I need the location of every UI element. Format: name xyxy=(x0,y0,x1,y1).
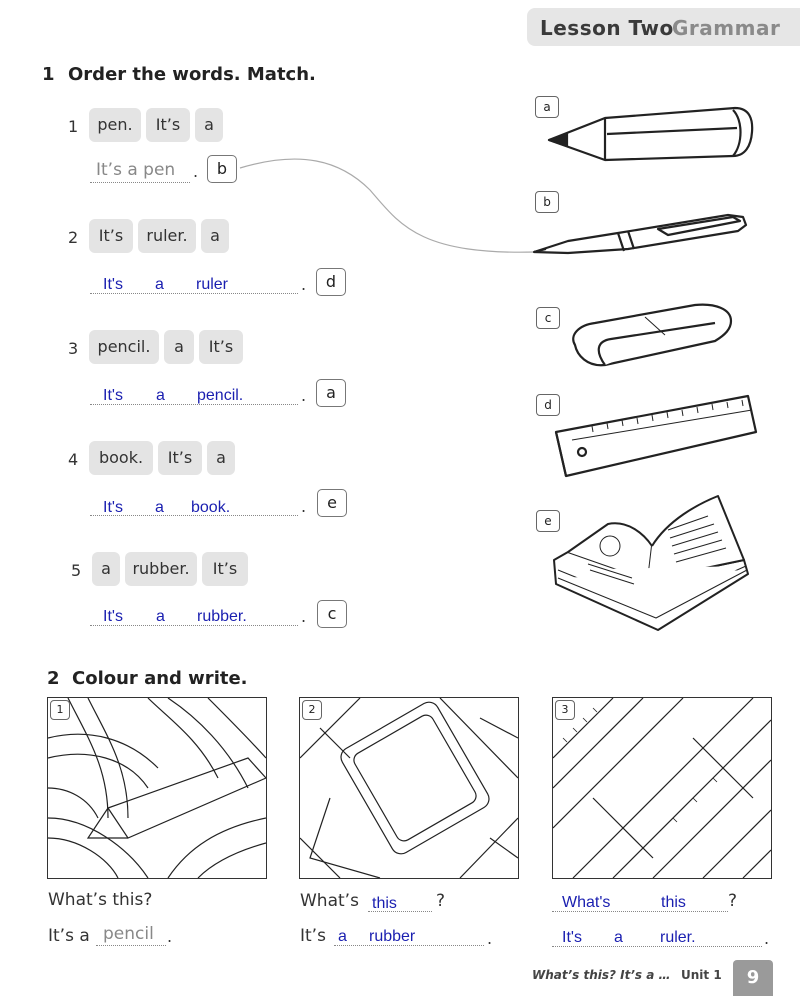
panel-3-question-fill: What's xyxy=(562,894,611,911)
footer-unit: Unit 1 xyxy=(681,968,722,982)
colouring-panel-3[interactable] xyxy=(552,697,772,879)
picture-d-label: d xyxy=(536,394,560,416)
answer-3-word: a xyxy=(156,387,165,404)
answer-3-word: It's xyxy=(103,387,123,404)
panel-2-question-prefix: What’s xyxy=(300,891,359,911)
item-5-number: 5 xyxy=(71,561,82,580)
answer-dot: . xyxy=(301,275,307,294)
answer-dot: . xyxy=(764,929,770,948)
answer-2-letter-box[interactable]: d xyxy=(316,268,346,296)
answer-dot: . xyxy=(301,386,307,405)
answer-line xyxy=(96,945,166,946)
answer-4-letter-box[interactable]: e xyxy=(317,489,347,517)
word-tile[interactable]: It’s xyxy=(146,108,190,142)
word-tile[interactable]: book. xyxy=(89,441,153,475)
colouring-panel-2[interactable] xyxy=(299,697,519,879)
answer-line xyxy=(334,945,484,946)
rubber-icon xyxy=(565,295,735,375)
hidden-ruler-pattern xyxy=(553,698,771,878)
answer-3-word: pencil. xyxy=(197,387,244,404)
exercise-1-number: 1 xyxy=(42,64,55,85)
panel-3-question-end: ? xyxy=(728,891,738,911)
word-tile[interactable]: rubber. xyxy=(125,552,197,586)
item-1-number: 1 xyxy=(68,117,79,136)
word-tile[interactable]: It’s xyxy=(202,552,248,586)
answer-line xyxy=(552,946,762,947)
panel-3-question-fill: this xyxy=(661,894,686,911)
word-tile[interactable]: ruler. xyxy=(138,219,196,253)
picture-b-label: b xyxy=(535,191,559,213)
panel-2-number: 2 xyxy=(302,700,322,720)
answer-dot: . xyxy=(167,927,173,946)
answer-5-word: rubber. xyxy=(197,608,247,625)
word-tile[interactable]: a xyxy=(92,552,120,586)
panel-2-answer-prefix: It’s xyxy=(300,926,326,946)
panel-3-answer-fill: a xyxy=(614,929,623,946)
answer-4-word: book. xyxy=(191,499,231,516)
word-tile[interactable]: pencil. xyxy=(89,330,159,364)
pencil-icon xyxy=(545,100,760,170)
word-tile[interactable]: It’s xyxy=(158,441,202,475)
panel-2-answer-fill: a xyxy=(338,928,347,945)
pen-icon xyxy=(528,205,753,260)
answer-5-word: a xyxy=(156,608,165,625)
word-tile[interactable]: a xyxy=(195,108,223,142)
word-tile[interactable]: a xyxy=(164,330,194,364)
item-2-number: 2 xyxy=(68,228,79,247)
page-number: 9 xyxy=(733,960,773,996)
answer-2-word: a xyxy=(155,276,164,293)
panel-3-answer-fill: ruler. xyxy=(660,929,696,946)
panel-3-number: 3 xyxy=(555,700,575,720)
answer-5-word: It's xyxy=(103,608,123,625)
item-3-number: 3 xyxy=(68,339,79,358)
book-icon xyxy=(548,490,753,640)
answer-4-word: It's xyxy=(103,499,123,516)
item-4-number: 4 xyxy=(68,450,79,469)
hidden-rubber-pattern xyxy=(300,698,518,878)
lesson-title: Lesson Two xyxy=(540,16,674,40)
picture-c-label: c xyxy=(536,307,560,329)
panel-2-question-end: ? xyxy=(436,891,446,911)
panel-2-answer-fill: rubber xyxy=(369,928,416,945)
picture-e-label: e xyxy=(536,510,560,532)
panel-1-answer-prefix: It’s a xyxy=(48,926,90,946)
word-tile[interactable]: It’s xyxy=(89,219,133,253)
exercise-1-title: Order the words. Match. xyxy=(68,64,316,85)
hidden-pencil-pattern xyxy=(48,698,266,878)
answer-5-letter-box[interactable]: c xyxy=(317,600,347,628)
lesson-subject: Grammar xyxy=(672,16,781,40)
answer-1-letter-box[interactable]: b xyxy=(207,155,237,183)
answer-dot: . xyxy=(487,929,493,948)
answer-line xyxy=(368,911,432,912)
answer-2-word: It's xyxy=(103,276,123,293)
panel-1-question: What’s this? xyxy=(48,890,153,910)
answer-line xyxy=(552,911,728,912)
answer-dot: . xyxy=(301,607,307,626)
word-tile[interactable]: pen. xyxy=(89,108,141,142)
word-tile[interactable]: a xyxy=(207,441,235,475)
footer-caption: What’s this? It’s a … xyxy=(532,968,671,982)
answer-dot: . xyxy=(193,162,199,181)
panel-1-answer-fill: pencil xyxy=(103,924,154,944)
answer-1-text: It’s a pen xyxy=(96,160,176,180)
panel-1-number: 1 xyxy=(50,700,70,720)
answer-2-word: ruler xyxy=(196,276,229,293)
panel-2-question-fill: this xyxy=(372,895,397,912)
colouring-panel-1[interactable] xyxy=(47,697,267,879)
answer-3-letter-box[interactable]: a xyxy=(316,379,346,407)
picture-a-label: a xyxy=(535,96,559,118)
answer-dot: . xyxy=(301,497,307,516)
ruler-icon xyxy=(552,390,762,485)
exercise-2-number: 2 xyxy=(47,668,60,689)
exercise-2-title: Colour and write. xyxy=(72,668,248,689)
word-tile[interactable]: It’s xyxy=(199,330,243,364)
panel-3-answer-fill: It's xyxy=(562,929,582,946)
word-tile[interactable]: a xyxy=(201,219,229,253)
answer-4-word: a xyxy=(155,499,164,516)
